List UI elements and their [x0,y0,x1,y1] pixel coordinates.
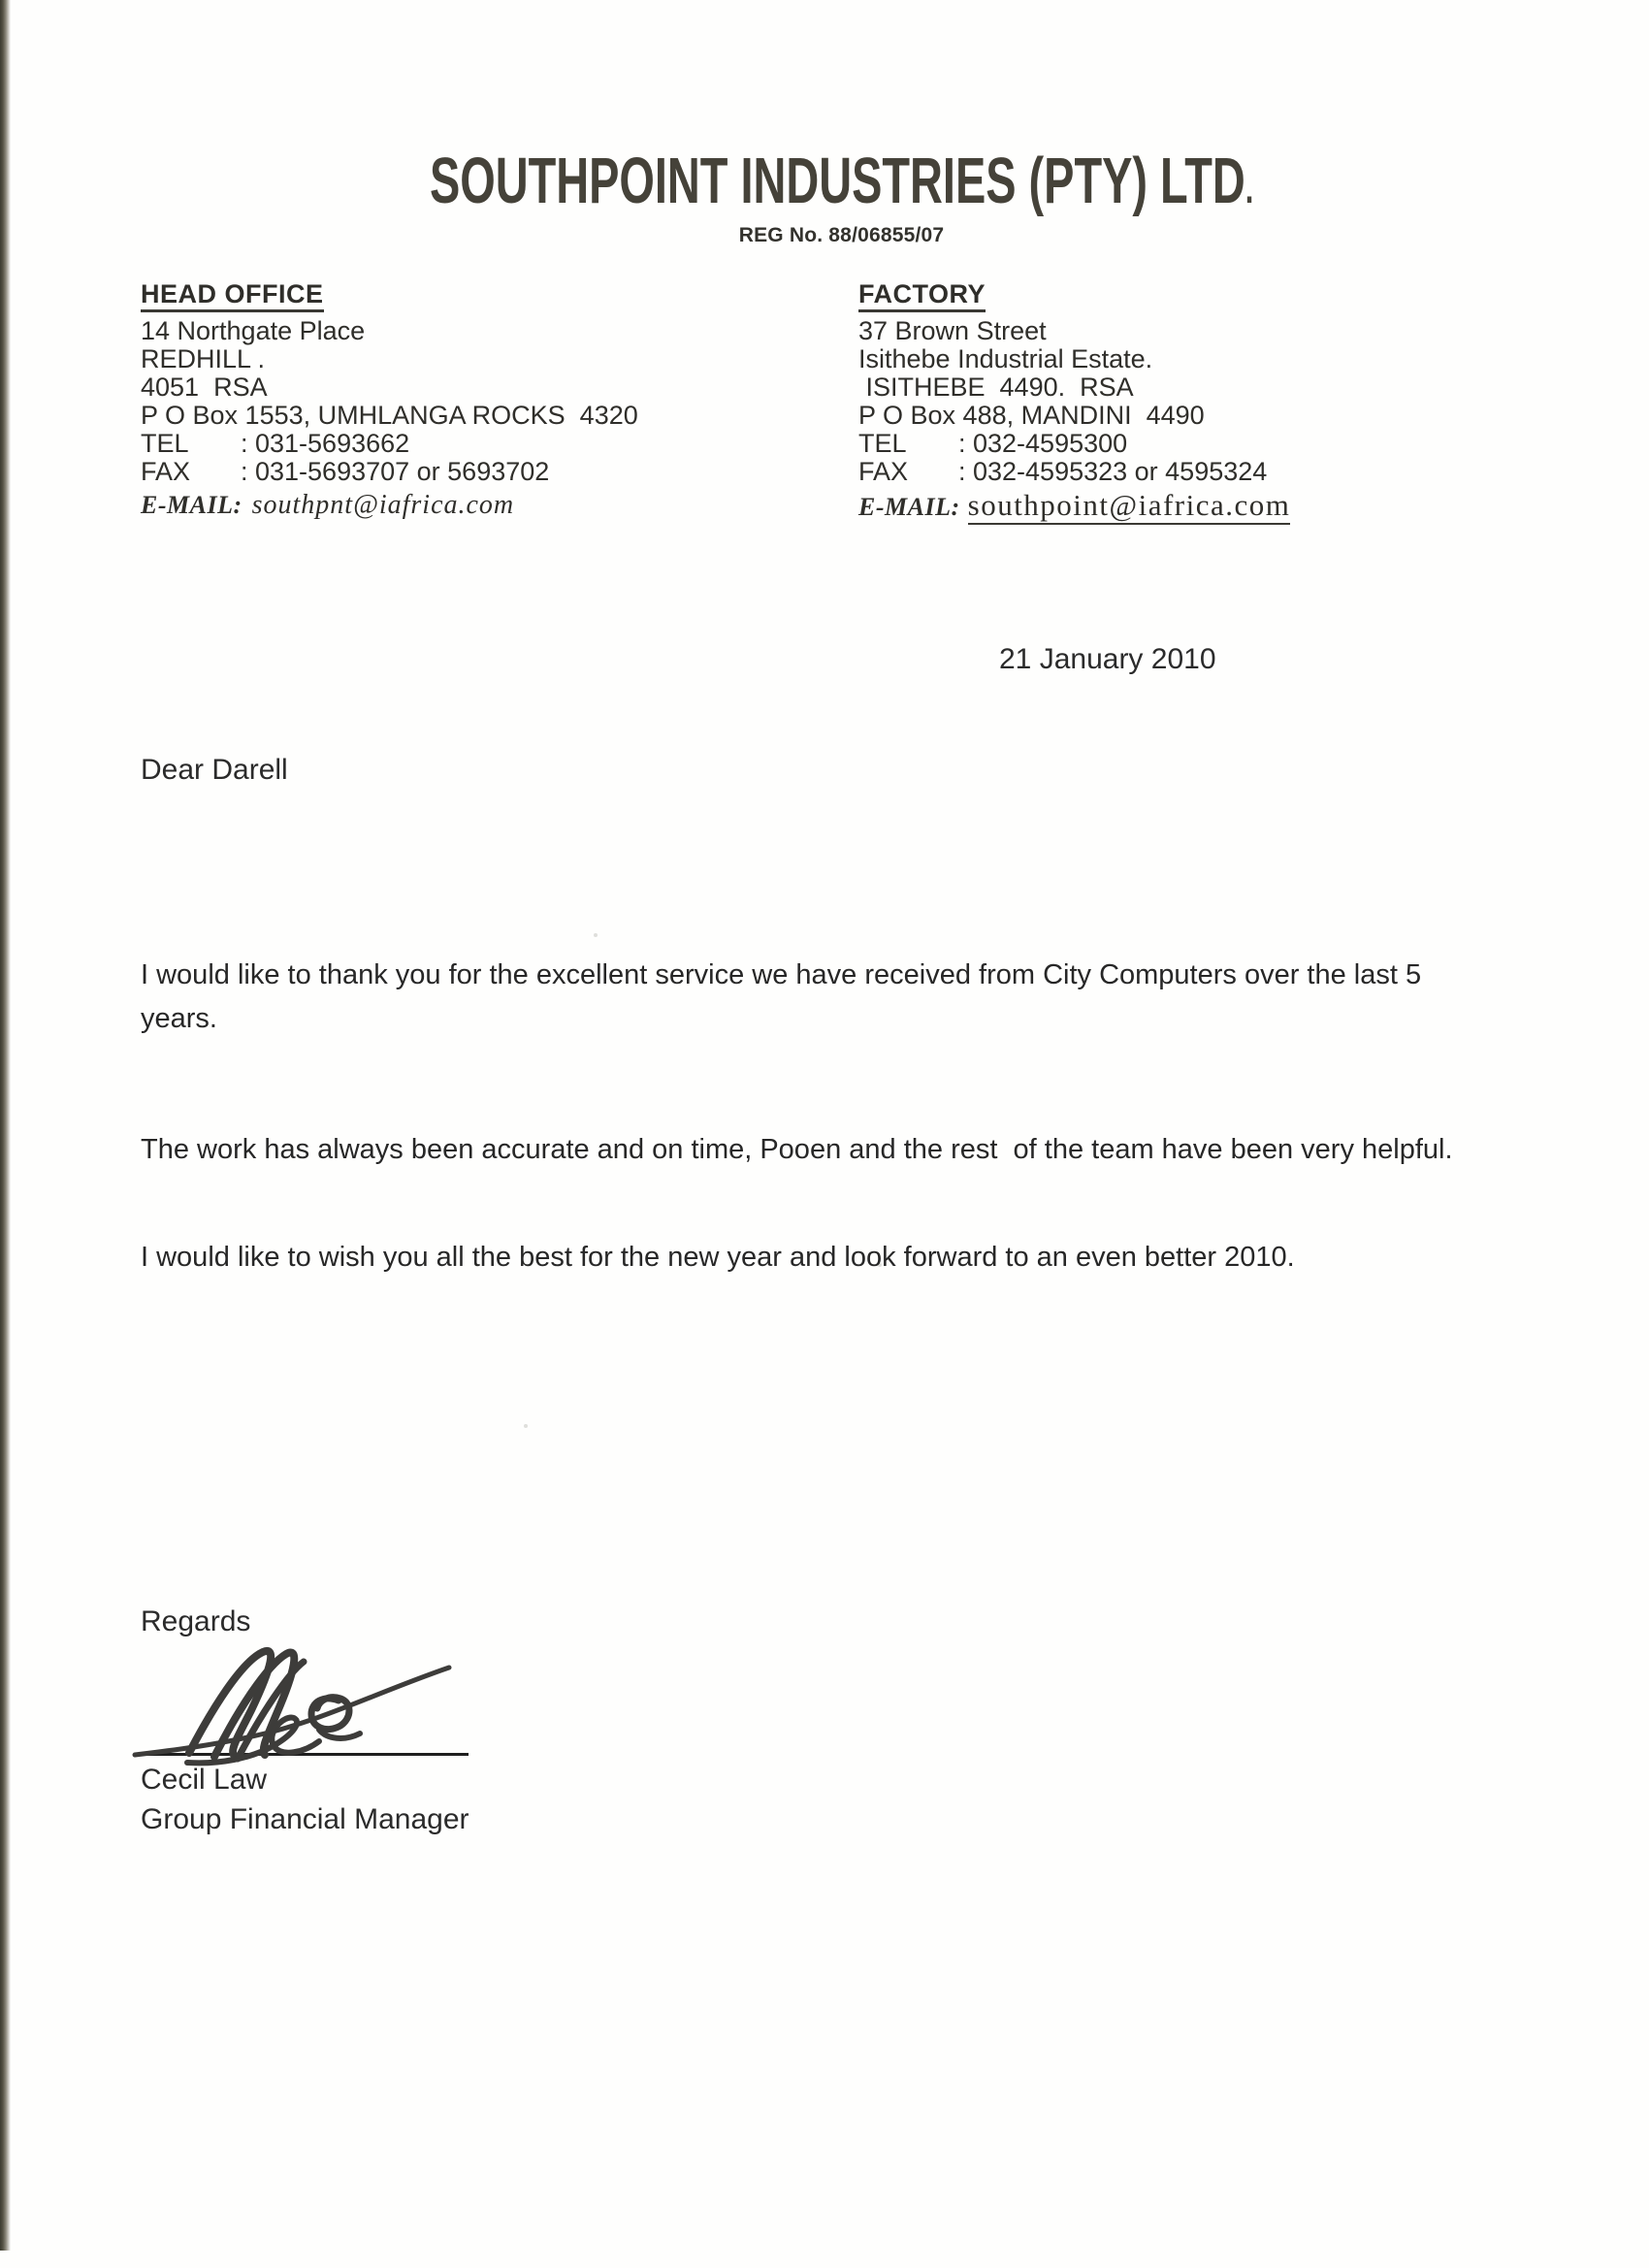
head-office-fax [141,458,858,486]
company-name-period: . [1245,165,1254,212]
fax-label: FAX [141,457,191,486]
head-office-address-line: P O Box 1553, UMHLANGA ROCKS 4320 [141,401,638,430]
factory-email [858,488,1291,522]
factory-address-line: ISITHEBE 4490. RSA [858,373,1134,402]
body-paragraph: The work has always been accurate and on time, Pooen and the rest of the team have been very helpful. [141,1134,1453,1165]
tel-value: : 032-4595300 [958,429,1128,458]
closing: Regards [141,1605,251,1637]
head-office-tel [141,430,858,458]
signature-image [129,1640,1542,1759]
address-columns [141,280,1542,521]
factory-block [858,280,1290,521]
head-office-address-line: REDHILL . [141,344,266,373]
company-name [141,144,1542,218]
head-office-address-line: 14 Northgate Place [141,316,366,345]
signatory-title: Group Financial Manager [141,1803,469,1835]
factory-heading: FACTORY [858,280,986,312]
factory-address-line: 37 Brown Street [858,316,1047,345]
email-address: southpnt@iafrica.com [251,490,515,520]
fax-value: : 032-4595323 or 4595324 [958,457,1268,486]
registration-number: REG No. 88/06855/07 [738,224,945,246]
company-name-text: SOUTHPOINT INDUSTRIES (PTY) LTD [429,145,1245,217]
email-address: southpoint@iafrica.com [968,488,1291,525]
email-label: E-MAIL: [141,491,242,519]
head-office-email [141,491,858,519]
factory-address-line: Isithebe Industrial Estate. [858,344,1153,373]
head-office-address-line: 4051 RSA [141,373,268,402]
email-label: E-MAIL: [858,493,960,521]
signatory-name: Cecil Law [141,1764,268,1796]
head-office-block [141,280,858,521]
fax-label: FAX [858,457,909,486]
salutation: Dear Darell [141,754,288,786]
tel-label: TEL [141,429,189,458]
factory-address-line: P O Box 488, MANDINI 4490 [858,401,1205,430]
letterhead [141,144,1542,247]
fax-value: : 031-5693707 or 5693702 [241,457,550,486]
body-paragraph: I would like to thank you for the excellent service we have received from City Computers over the last 5 years. [141,959,1422,1034]
head-office-heading: HEAD OFFICE [141,280,324,312]
factory-tel [858,430,1290,458]
tel-label: TEL [858,429,907,458]
letter-date: 21 January 2010 [999,643,1216,675]
body-paragraph: I would like to wish you all the best for the new year and look forward to an even better 2010. [141,1242,1295,1273]
factory-fax [858,458,1290,486]
tel-value: : 031-5693662 [241,429,410,458]
